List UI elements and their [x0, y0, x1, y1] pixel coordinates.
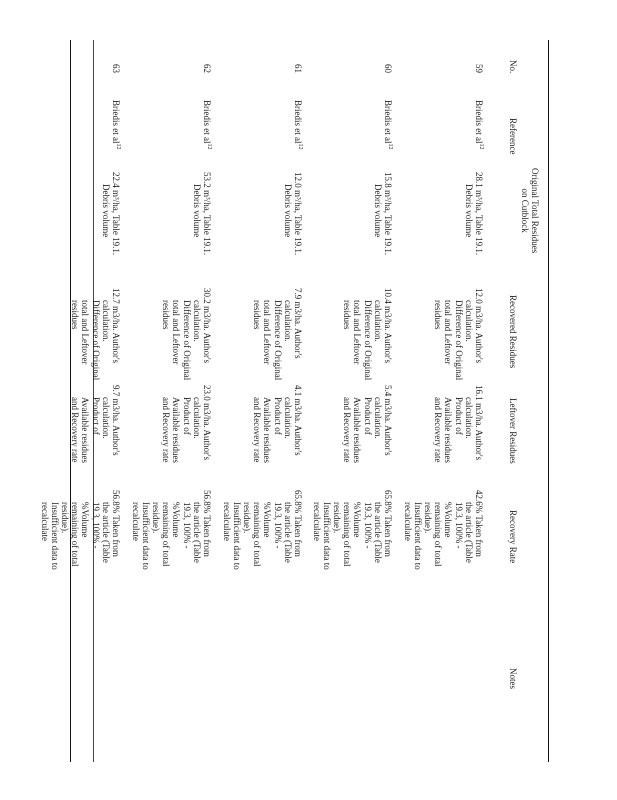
header-original-line-1: Original Total Residues — [530, 168, 540, 254]
leftover-residues-line: 4.1 m3/ha. Author's — [293, 385, 303, 456]
leftover-residues-line: Available residues — [443, 397, 454, 464]
leftover-residues-line: Available residues — [171, 397, 182, 464]
recovered-residues-line: calculation. — [372, 300, 383, 342]
original-residues — [192, 172, 212, 255]
leftover-residues-line: and Recovery rate — [433, 397, 444, 463]
reference-citation: 12 — [297, 143, 303, 150]
leftover-residues-line: and Recovery rate — [342, 397, 353, 463]
leftover-residues — [70, 385, 121, 463]
header-recovery-rate: Recovery Rate — [508, 510, 518, 564]
original-residues — [283, 172, 303, 255]
leftover-residues-line: Product of — [362, 397, 373, 435]
leftover-residues-line: calculation. — [100, 397, 111, 439]
table-bottom-rule — [548, 40, 549, 762]
recovered-residues-line: Difference of Original — [90, 300, 101, 381]
row-number: 59 — [474, 64, 484, 73]
recovery-rate-line: 65.8% Taken from — [293, 490, 303, 557]
recovered-residues-line: Difference of Original — [272, 300, 283, 381]
leftover-residues-line: Available residues — [80, 397, 91, 464]
recovered-residues-line: calculation. — [100, 300, 111, 342]
recovery-rate-line: Insufficient data to — [412, 502, 423, 570]
recovery-rate-line: Insufficient data to — [231, 502, 242, 570]
recovered-residues-line: 10.4 m3/ha. Author's — [383, 288, 393, 364]
recovery-rate-line: remaining of total — [252, 502, 263, 567]
leftover-residues-line: Available residues — [352, 397, 363, 464]
header-no: No. — [508, 60, 518, 74]
recovery-rate-line: the article (Table — [191, 502, 202, 563]
leftover-residues-line: and Recovery rate — [252, 397, 263, 463]
recovery-rate-line: 42.6% Taken from — [474, 490, 484, 557]
recovery-rate-line: remaining of total — [433, 502, 444, 567]
recovery-rate-line: %Volume — [80, 502, 91, 538]
recovered-residues-line: 7.9 m3/ha. Author's — [293, 288, 303, 359]
leftover-residues-line: 9.7 m3/ha. Author's — [111, 385, 121, 456]
original-residues-line: 53.2 m³/ha, Table 19.1. — [202, 172, 212, 256]
leftover-residues-line: and Recovery rate — [161, 397, 172, 463]
recovered-residues-line: calculation. — [463, 300, 474, 342]
reference-text: Briedis et al — [293, 100, 303, 144]
recovered-residues-line: total and Leftover — [171, 300, 182, 365]
reference-citation: 12 — [478, 143, 484, 150]
recovered-residues-line: total and Leftover — [352, 300, 363, 365]
row-reference — [293, 100, 303, 150]
recovery-rate-line: 65.8% Taken from — [383, 490, 393, 557]
leftover-residues — [161, 385, 212, 463]
original-residues-line: 22.4 m³/ha, Table 19.1. — [111, 172, 121, 256]
row-reference — [474, 100, 484, 150]
original-residues — [464, 172, 484, 255]
leftover-residues-line: calculation. — [282, 397, 293, 439]
recovery-rate-line: the article (Table — [372, 502, 383, 563]
recovery-rate-line: remaining of total — [342, 502, 353, 567]
leftover-residues-line: Available residues — [262, 397, 273, 464]
header-recovered-residues: Recovered Residues — [508, 295, 518, 369]
original-residues — [101, 172, 121, 255]
original-residues-line: Debris volume — [191, 184, 202, 238]
leftover-residues — [433, 385, 484, 463]
row-number: 60 — [383, 64, 393, 73]
recovery-rate — [130, 490, 212, 570]
recovery-rate-line: %Volume — [352, 502, 363, 538]
leftover-residues-line: calculation. — [463, 397, 474, 439]
recovered-residues-line: residues — [252, 300, 263, 330]
recovered-residues-line: 30.2 m3/ha. Author's — [202, 288, 212, 364]
leftover-residues-line: Product of — [453, 397, 464, 435]
recovery-rate — [39, 490, 121, 570]
leftover-residues — [342, 385, 393, 463]
recovery-rate-line: recalculate — [130, 502, 141, 541]
recovery-rate-line: 19.3, 100% - — [272, 502, 283, 549]
leftover-residues-line: Product of — [181, 397, 192, 435]
recovered-residues-line: Difference of Original — [362, 300, 373, 381]
row-number: 61 — [293, 64, 303, 73]
row-reference — [202, 100, 212, 150]
recovered-residues-line: residues — [342, 300, 353, 330]
recovered-residues — [433, 288, 484, 380]
row-number: 62 — [202, 64, 212, 73]
original-residues-line: Debris volume — [100, 184, 111, 238]
reference-text: Briedis et al — [474, 100, 484, 144]
reference-citation: 12 — [206, 143, 212, 150]
leftover-residues-line: and Recovery rate — [70, 397, 81, 463]
leftover-residues-line: 5.4 m3/ha. Author's — [383, 385, 393, 456]
original-residues-line: 15.8 m³/ha, Table 19.1. — [383, 172, 393, 256]
header-reference: Reference — [508, 118, 518, 155]
recovery-rate-line: the article (Table — [463, 502, 474, 563]
recovery-rate-line: residue). — [422, 502, 433, 534]
recovered-residues-line: 12.0 m3/ha. Author's — [474, 288, 484, 364]
recovered-residues — [252, 288, 303, 380]
recovered-residues — [342, 288, 393, 380]
reference-citation: 12 — [387, 143, 393, 150]
recovery-rate-line: recalculate — [39, 502, 50, 541]
recovery-rate-line: Insufficient data to — [321, 502, 332, 570]
recovery-rate-line: remaining of total — [70, 502, 81, 567]
row-reference — [383, 100, 393, 150]
recovery-rate-line: residue). — [241, 502, 252, 534]
recovered-residues-line: total and Leftover — [443, 300, 454, 365]
original-residues-line: Debris volume — [463, 184, 474, 238]
recovery-rate-line: recalculate — [311, 502, 322, 541]
recovery-rate-line: recalculate — [402, 502, 413, 541]
header-original-residues — [520, 168, 540, 253]
row-number: 63 — [111, 64, 121, 73]
reference-text: Briedis et al — [202, 100, 212, 144]
recovered-residues-line: total and Leftover — [262, 300, 273, 365]
header-notes: Notes — [508, 668, 518, 689]
original-residues-line: 28.1 m³/ha, Table 19.1. — [474, 172, 484, 256]
recovered-residues-line: residues — [70, 300, 81, 330]
recovered-residues — [161, 288, 212, 380]
recovery-rate-line: the article (Table — [100, 502, 111, 563]
leftover-residues-line: calculation. — [191, 397, 202, 439]
row-reference — [111, 100, 121, 150]
reference-text: Briedis et al — [111, 100, 121, 144]
leftover-residues-line: 16.1 m3/ha. Author's — [474, 385, 484, 461]
recovery-rate-line: %Volume — [443, 502, 454, 538]
recovery-rate-line: remaining of total — [161, 502, 172, 567]
rotated-table — [39, 40, 548, 762]
recovery-rate-line: 19.3, 100% - — [453, 502, 464, 549]
original-residues-line: 12.0 m³/ha, Table 19.1. — [293, 172, 303, 256]
leftover-residues-line: Product of — [90, 397, 101, 435]
recovery-rate-line: residue). — [150, 502, 161, 534]
recovered-residues-line: Difference of Original — [181, 300, 192, 381]
recovered-residues — [70, 288, 121, 380]
leftover-residues-line: 23.0 m3/ha. Author's — [202, 385, 212, 461]
recovery-rate — [402, 490, 484, 570]
header-leftover-residues: Leftover Residues — [508, 398, 518, 464]
recovered-residues-line: total and Leftover — [80, 300, 91, 365]
recovered-residues-line: residues — [433, 300, 444, 330]
recovery-rate-line: %Volume — [262, 502, 273, 538]
reference-text: Briedis et al — [383, 100, 393, 144]
reference-citation: 12 — [115, 143, 121, 150]
header-original-line-2: on Cutblock — [519, 188, 530, 233]
recovered-residues-line: Difference of Original — [453, 300, 464, 381]
recovery-rate-line: 56.8% Taken from — [202, 490, 212, 557]
original-residues — [373, 172, 393, 255]
recovery-rate-line: residue). — [331, 502, 342, 534]
recovery-rate-line: the article (Table — [282, 502, 293, 563]
recovery-rate-line: %Volume — [171, 502, 182, 538]
recovery-rate — [221, 490, 303, 570]
recovered-residues-line: calculation. — [282, 300, 293, 342]
recovery-rate-line: residue). — [59, 502, 70, 534]
recovery-rate-line: 19.3, 100% - — [362, 502, 373, 549]
recovery-rate-line: Insufficient data to — [49, 502, 60, 570]
recovered-residues-line: 12.7 m3/ha. Author's — [111, 288, 121, 364]
original-residues-line: Debris volume — [372, 184, 383, 238]
original-residues-line: Debris volume — [282, 184, 293, 238]
recovery-rate-line: 56.8% Taken from — [111, 490, 121, 557]
recovery-rate — [311, 490, 393, 570]
recovery-rate-line: recalculate — [221, 502, 232, 541]
recovery-rate-line: 19.3, 100% - — [90, 502, 101, 549]
leftover-residues-line: calculation. — [372, 397, 383, 439]
leftover-residues — [252, 385, 303, 463]
recovered-residues-line: residues — [161, 300, 172, 330]
recovery-rate-line: Insufficient data to — [140, 502, 151, 570]
leftover-residues-line: Product of — [272, 397, 283, 435]
recovered-residues-line: calculation. — [191, 300, 202, 342]
recovery-rate-line: 19.3, 100% - — [181, 502, 192, 549]
